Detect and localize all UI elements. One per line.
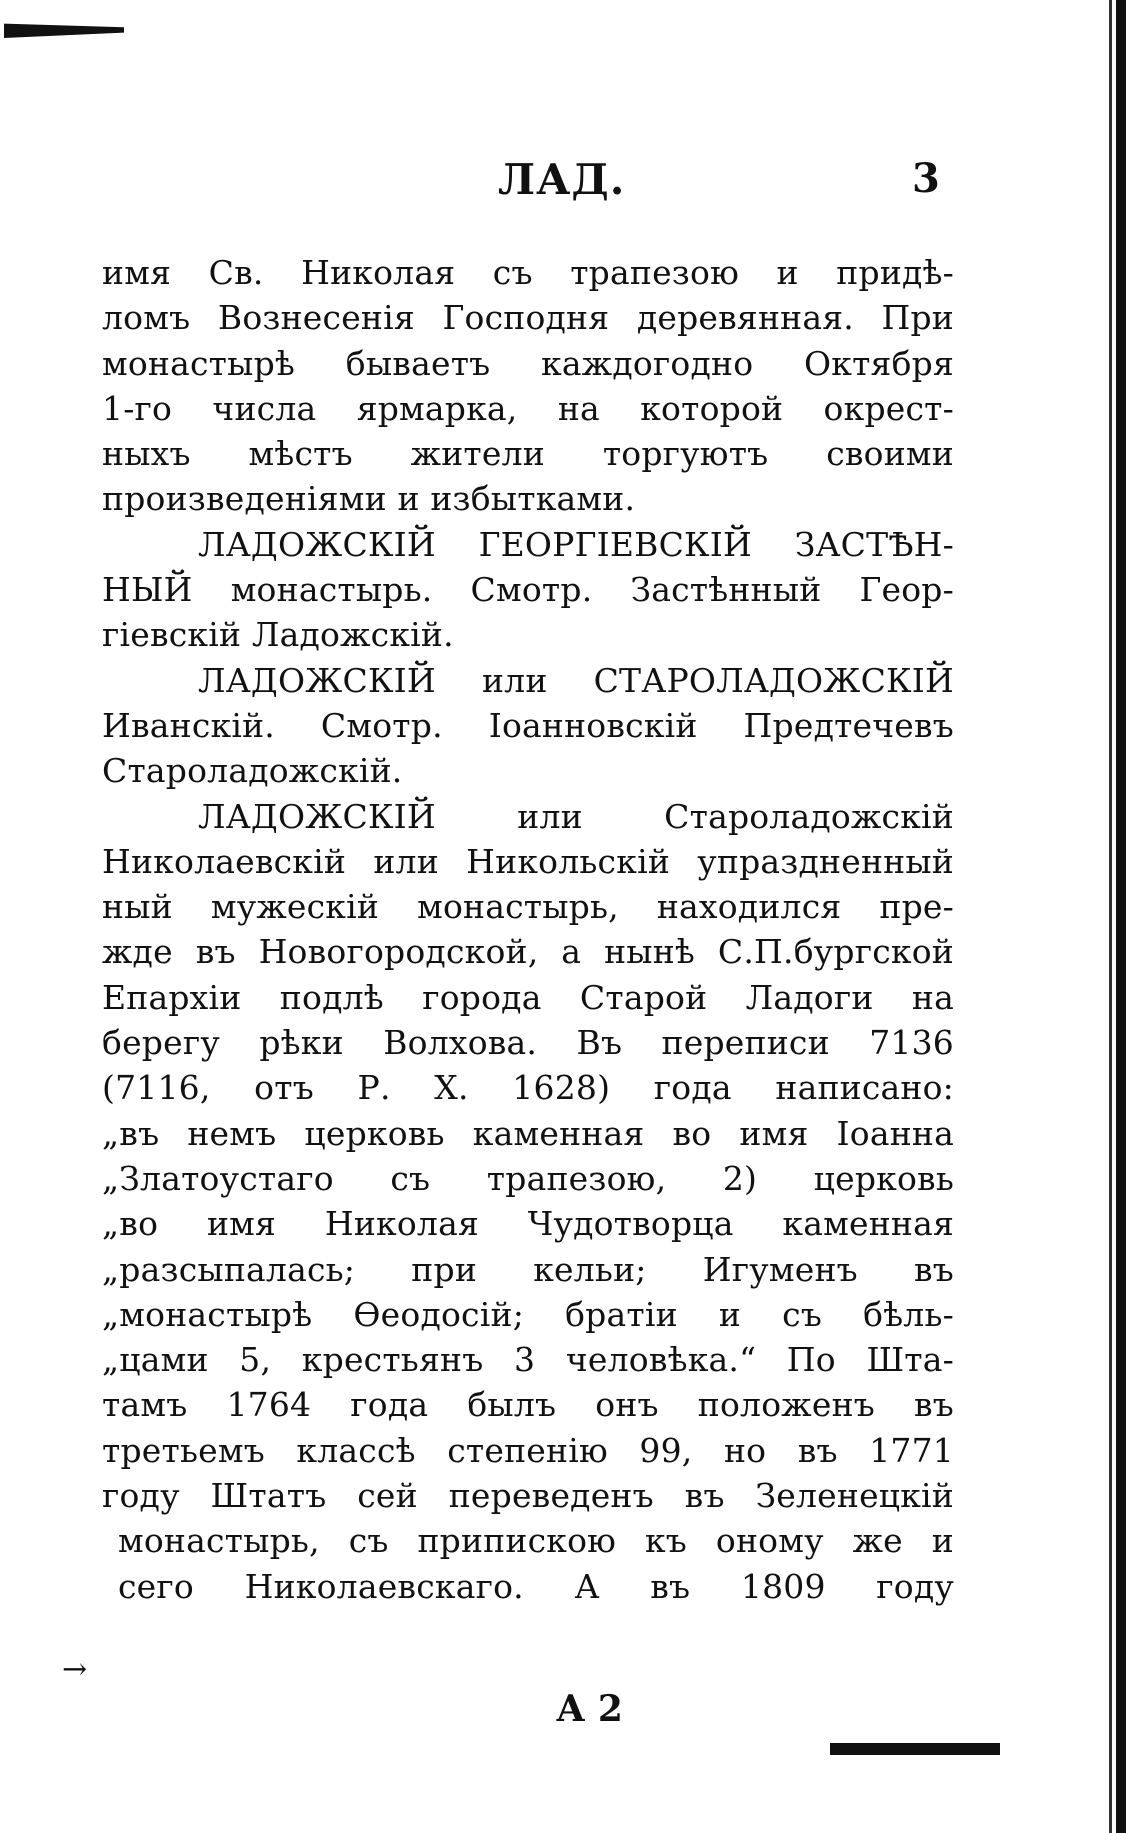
text-line: „во имя Николая Чудотворца каменная	[102, 1204, 954, 1244]
page-header	[0, 155, 1140, 215]
entry-heading-line: ЛАДОЖСКІЙ ГЕОРГІЕВСКІЙ ЗАСТѢН-	[198, 524, 954, 564]
text-line: 1-го числа ярмарка, на которой окрест-	[102, 388, 954, 428]
text-line: имя Св. Николая съ трапезою и придѣ-	[102, 253, 954, 292]
text-line: Староладожскій.	[102, 751, 403, 791]
entry-heading-line: ЛАДОЖСКІЙ или Староладожскій	[198, 796, 954, 836]
page-number: 3	[912, 155, 940, 202]
text-line: монастырь, съ припискою къ оному же и	[118, 1521, 954, 1561]
text-line: сего Николаевскаго. А въ 1809 году	[118, 1566, 954, 1606]
text-line: тамъ 1764 года былъ онъ положенъ въ	[102, 1385, 954, 1425]
text-line: Иванскій. Смотр. Іоанновскій Предтечевъ	[102, 705, 954, 745]
running-head: ЛАД.	[498, 155, 626, 204]
text-line: НЫЙ монастырь. Смотр. Застѣнный Геор-	[102, 570, 954, 610]
text-line: году Штатъ сей переведенъ въ Зеленецкій	[102, 1476, 954, 1516]
printer-signature: А 2	[556, 1688, 623, 1730]
scan-smudge	[4, 20, 124, 38]
text-line: берегу рѣки Волхова. Въ переписи 7136	[102, 1023, 954, 1063]
text-line: ный мужескій монастырь, находился пре-	[102, 887, 954, 927]
text-line: „Златоустаго съ трапезою, 2) церковь	[102, 1158, 954, 1198]
text-line: „въ немъ церковь каменная во имя Іоанна	[102, 1113, 954, 1153]
text-line: жде въ Новогородской, а нынѣ С.П.бургской	[102, 932, 954, 972]
text-line: „цами 5, крестьянъ 3 человѣка.“ По Шта-	[102, 1340, 954, 1380]
text-line: „разсыпалась; при кельи; Игуменъ въ	[102, 1249, 954, 1289]
text-line: Епархіи подлѣ города Старой Ладоги на	[102, 977, 954, 1017]
text-line: ломъ Вознесенія Господня деревянная. При	[102, 298, 954, 338]
text-line: (7116, отъ Р. Х. 1628) года написано:	[102, 1068, 954, 1108]
page-edge-shadow	[1116, 0, 1126, 1833]
text-line: монастырѣ бываетъ каждогодно Октября	[102, 343, 954, 383]
body-text	[102, 250, 954, 1609]
text-line: ныхъ мѣстъ жители торгуютъ своими	[102, 434, 954, 474]
page-edge-line	[1109, 0, 1112, 1833]
text-line: „монастырѣ Ѳеодосій; братіи и съ бѣль-	[102, 1294, 954, 1334]
text-line: Николаевскій или Никольскій упраздненный	[102, 841, 954, 881]
text-line: произведеніями и избытками.	[102, 479, 636, 519]
text-line: гіевскій Ладожскій.	[102, 615, 454, 655]
entry-heading-line: ЛАДОЖСКІЙ или СТАРОЛАДОЖСКІЙ	[198, 660, 954, 700]
margin-arrow-mark: →	[62, 1652, 88, 1687]
scan-smudge-bottom	[830, 1743, 1000, 1755]
text-line: третьемъ классѣ степенію 99, но въ 1771	[102, 1430, 954, 1470]
